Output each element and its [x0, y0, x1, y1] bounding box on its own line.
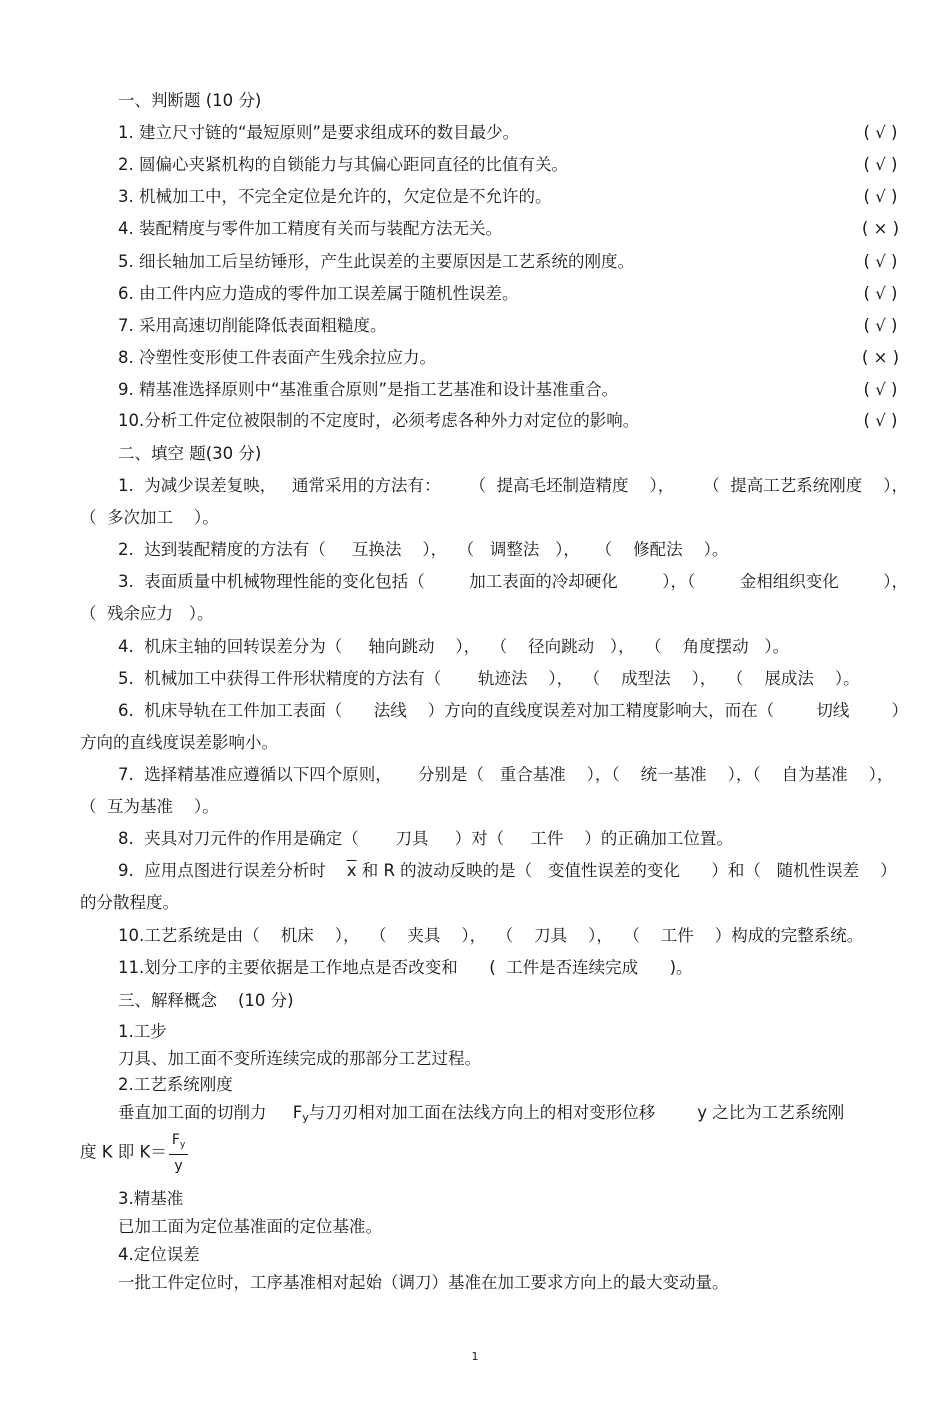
concept-1-title: 1.工步 — [118, 1022, 167, 1041]
fill-question-6: 6. 机床导轨在工件加工表面（ 法线 ）方向的直线度误差对加工精度影响大，而在（ 切线 ） — [118, 701, 908, 720]
fill-question-9-cont: 的分散程度。 — [80, 893, 179, 912]
concept-4-title: 4.定位误差 — [118, 1245, 200, 1264]
fill-question-2: 2. 达到装配精度的方法有（ 互换法 ）， （ 调整法 ）， （ 修配法 ）。 — [118, 540, 729, 559]
answer-mark: ( √ ) — [863, 284, 898, 303]
concept-4-text: 一批工件定位时，工序基准相对起始（调刀）基准在加工要求方向上的最大变动量。 — [118, 1273, 729, 1292]
judgement-item — [118, 120, 908, 146]
question-text: 2. 圆偏心夹紧机构的自锁能力与其偏心距同直径的比值有关。 — [118, 155, 568, 174]
fill-question-10: 10.工艺系统是由（ 机床 ）， （ 夹具 ）， （ 刀具 ）， （ 工件 ）构成的完整系统。 — [118, 926, 864, 945]
fill-question-11: 11.划分工序的主要依据是工作地点是否改变和 ( 工件是否连续完成 )。 — [118, 958, 693, 977]
judgement-item — [118, 281, 908, 307]
judgement-item — [118, 377, 908, 403]
fill-question-1-cont: （ 多次加工 ）。 — [80, 508, 219, 527]
judgement-item — [118, 184, 908, 210]
answer-mark: ( √ ) — [863, 123, 898, 142]
answer-mark: ( √ ) — [863, 411, 898, 430]
fill-question-7-cont: （ 互为基准 ）。 — [80, 797, 219, 816]
concept-2-text: 垂直加工面的切削力 $F_y$与刀刃相对加工面在法线方向上的相对变形位移 y 之比为工艺系统刚 — [118, 1103, 845, 1124]
judgement-item — [118, 345, 908, 371]
fill-question-9: 9. 应用点图进行误差分析时 $\overline{x}$ 和 R 的波动反映的是（ 变值性误差的变化 ）和（ 随机性误差 ） — [118, 861, 897, 880]
concept-2-title: 2.工艺系统刚度 — [118, 1075, 233, 1094]
question-text: 7. 采用高速切削能降低表面粗糙度。 — [118, 316, 387, 335]
section2-heading: 二、填空 题(30 分) — [118, 444, 262, 463]
fill-question-1: 1. 为减少误差复映， 通常采用的方法有： （ 提高毛坯制造精度 ）， （ 提高工艺系统刚度 ）， — [118, 476, 908, 495]
question-text: 4. 装配精度与零件加工精度有关而与装配方法无关。 — [118, 219, 502, 238]
answer-mark: ( √ ) — [863, 252, 898, 271]
fill-question-7: 7. 选择精基准应遵循以下四个原则， 分别是（ 重合基准 ），（ 统一基准 ），（ 自为基准 ）， — [118, 765, 894, 784]
section1-heading: 一、判断题 (10 分) — [118, 91, 262, 110]
fill-question-3: 3. 表面质量中机械物理性能的变化包括（ 加工表面的冷却硬化 ），（ 金相组织变化 ）， — [118, 572, 908, 591]
question-text: 9. 精基准选择原则中“基准重合原则”是指工艺基准和设计基准重合。 — [118, 380, 619, 399]
answer-mark: ( √ ) — [863, 187, 898, 206]
fill-question-6-cont: 方向的直线度误差影响小。 — [80, 733, 278, 752]
answer-mark: ( √ ) — [863, 380, 898, 399]
answer-mark: ( × ) — [861, 348, 900, 367]
concept-2-formula: 度 K 即 K＝ $\frac{F_y}{y}$ — [80, 1132, 910, 1178]
page-number: 1 — [471, 1350, 479, 1363]
answer-mark: ( × ) — [861, 219, 900, 238]
x-bar-symbol: $\overline{x}$ — [346, 861, 357, 880]
question-text: 8. 冷塑性变形使工件表面产生残余拉应力。 — [118, 348, 436, 367]
judgement-item — [118, 313, 908, 339]
answer-mark: ( √ ) — [863, 316, 898, 335]
concept-3-title: 3.精基准 — [118, 1189, 184, 1208]
fill-question-5: 5. 机械加工中获得工件形状精度的方法有（ 轨迹法 ）， （ 成型法 ）， （ 展成法 ）。 — [118, 669, 860, 688]
fill-question-4: 4. 机床主轴的回转误差分为（ 轴向跳动 ）， （ 径向跳动 ）， （ 角度摆动 ）。 — [118, 637, 790, 656]
question-text: 5. 细长轴加工后呈纺锤形，产生此误差的主要原因是工艺系统的刚度。 — [118, 252, 634, 271]
judgement-item — [118, 152, 908, 178]
question-text: 1. 建立尺寸链的“最短原则”是要求组成环的数目最少。 — [118, 123, 520, 142]
concept-3-text: 已加工面为定位基准面的定位基准。 — [118, 1217, 382, 1236]
question-text: 3. 机械加工中，不完全定位是允许的，欠定位是不允许的。 — [118, 187, 552, 206]
concept-1-text: 刀具、加工面不变所连续完成的那部分工艺过程。 — [118, 1049, 481, 1068]
judgement-item — [118, 249, 908, 275]
answer-mark: ( √ ) — [863, 155, 898, 174]
stiffness-fraction: $\frac{F_y}{y}$ — [169, 1132, 188, 1174]
judgement-item — [118, 216, 908, 242]
section3-heading: 三、解释概念 (10 分) — [118, 991, 294, 1010]
question-text: 10.分析工件定位被限制的不定度时，必须考虑各种外力对定位的影响。 — [118, 411, 640, 430]
judgement-item — [118, 408, 908, 434]
fill-question-3-cont: （ 残余应力 ）。 — [80, 604, 214, 623]
fill-question-8: 8. 夹具对刀元件的作用是确定（ 刀具 ）对（ 工件 ）的正确加工位置。 — [118, 829, 733, 848]
question-text: 6. 由工件内应力造成的零件加工误差属于随机性误差。 — [118, 284, 519, 303]
